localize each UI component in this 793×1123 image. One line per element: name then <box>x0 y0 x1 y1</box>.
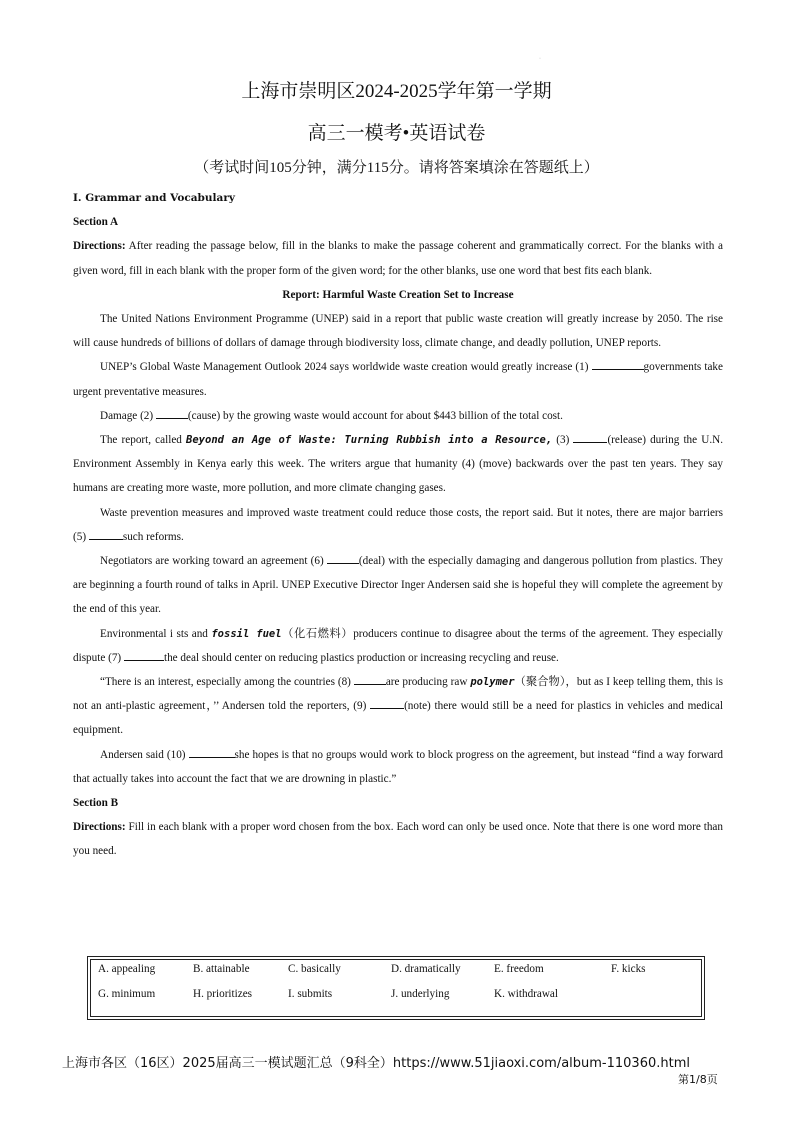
text: （化石燃料）producers continue to disagree about the terms of the agreement. They especially dispute (7) <box>73 627 723 664</box>
directions-label: Directions: <box>73 821 126 834</box>
directions-text: After reading the passage below, fill in the blanks to make the passage coherent and grammatically correct. For the blanks with a given word, fill in each blank with the proper form of the given word; for the other blanks, use one word that best fits each blank. <box>73 240 723 277</box>
text: “There is an interest, especially among the countries (8) <box>100 676 354 689</box>
word-option: F. kicks <box>611 963 646 975</box>
directions-label: Directions: <box>73 240 126 253</box>
text: are producing raw <box>385 676 471 689</box>
word-option: D. dramatically <box>391 963 461 975</box>
exam-instructions: （考试时间105分钟，满分115分。请将答案填涂在答题纸上） <box>194 160 599 176</box>
word-option: J. underlying <box>391 988 450 1000</box>
exam-subtitle: 高三一模考•英语试卷 <box>307 123 486 144</box>
blank-2[interactable] <box>156 407 188 419</box>
text: (3) <box>552 434 574 447</box>
word-option: I. submits <box>288 988 333 1000</box>
text: Environmental i sts and <box>100 627 212 640</box>
paragraph-2 <box>73 355 723 403</box>
blank-3[interactable] <box>573 431 607 443</box>
text: （聚合物），but as I keep telling them, this is not an anti-plastic agreement，’’ Andersen told the reporters, (9) <box>73 676 723 713</box>
paragraph-4 <box>73 428 723 501</box>
text: (note) there would still be a need for plastics in vehicles and medical equipment. <box>73 700 723 737</box>
text: such reforms. <box>122 530 184 543</box>
term-polymer: polymer <box>470 676 515 689</box>
paragraph-1: The United Nations Environment Programme (UNEP) said in a report that public waste creation will greatly increase by 2050. The rise will cause hundreds of billions of dollars of damage through biodiversity loss, climate change, and deadly pollution, UNEP reports. <box>73 313 723 350</box>
section-b-heading: Section B <box>73 797 119 810</box>
mark-dot: · <box>539 56 541 62</box>
blank-9[interactable] <box>370 697 404 709</box>
text: the deal should center on reducing plastics production or increasing recycling and reuse. <box>163 651 559 664</box>
directions-text: Fill in each blank with a proper word chosen from the box. Each word can only be used once. Note that there is one word more than you need. <box>73 821 723 858</box>
exam-title: 上海市崇明区2024-2025学年第一学期 <box>241 81 552 102</box>
page-number: 第1/8页 <box>678 1073 718 1086</box>
text: UNEP’s Global Waste Management Outlook 2024 says worldwide waste creation would greatly increase (1) <box>100 361 592 374</box>
word-box <box>90 959 702 1017</box>
text: governments take urgent preventative measures. <box>73 361 723 398</box>
paragraph-9 <box>73 743 723 791</box>
text: Waste prevention measures and improved waste treatment could reduce those costs, the report said. But it notes, there are major barriers (5) <box>73 506 723 543</box>
blank-5[interactable] <box>89 528 123 540</box>
directions-a <box>73 234 723 282</box>
section-a-heading: Section A <box>73 216 119 229</box>
text: (release) during the U.N. Environment Assembly in Kenya early this week. The writers argue that humanity (4) (move) backwards over the past ten years. They say humans are creating more waste, more pollution, and more climate changing gases. <box>73 434 723 495</box>
blank-10[interactable] <box>189 746 235 758</box>
paragraph-5 <box>73 501 723 549</box>
directions-b <box>73 815 723 863</box>
blank-7[interactable] <box>124 649 164 661</box>
text: Negotiators are working toward an agreement (6) <box>100 555 327 568</box>
blank-8[interactable] <box>354 673 386 685</box>
blank-6[interactable] <box>327 552 359 564</box>
blank-1[interactable] <box>592 358 644 370</box>
word-option: K. withdrawal <box>494 988 559 1000</box>
text: (cause) by the growing waste would account for about $443 billion of the total cost. <box>187 409 563 422</box>
word-option: B. attainable <box>193 963 250 975</box>
word-option: H. prioritizes <box>193 988 253 1000</box>
word-option: C. basically <box>288 963 341 975</box>
paragraph-3 <box>73 404 723 428</box>
term-fossil-fuel: fossil fuel <box>211 627 282 640</box>
paragraph-6 <box>73 549 723 622</box>
word-option: E. freedom <box>494 963 544 975</box>
text: (deal) with the especially damaging and dangerous pollution from plastics. They are beginning a fourth round of talks in April. UNEP Executive Director Inger Andersen said she is hopeful they will complete the agreement by the end of this year. <box>73 555 723 616</box>
text: Andersen said (10) <box>100 748 189 761</box>
word-option: G. minimum <box>98 988 156 1000</box>
passage-title: Report: Harmful Waste Creation Set to Increase <box>282 288 514 301</box>
text: The report, called <box>100 434 187 447</box>
exam-content <box>73 186 723 864</box>
part-heading: I. Grammar and Vocabulary <box>73 192 235 204</box>
text: Damage (2) <box>100 409 156 422</box>
report-title: Beyond an Age of Waste: Turning Rubbish into a Resource, <box>186 434 553 447</box>
footer-link[interactable]: 上海市各区（16区）2025届高三一模试题汇总（9科全）https://www.51jiaoxi.com/album-110360.html <box>62 1056 690 1071</box>
word-option: A. appealing <box>98 963 156 975</box>
paragraph-8 <box>73 670 723 743</box>
text: she hopes is that no groups would work to block progress on the agreement, but instead “find a way forward that actually takes into account the fact that we are drowning in plastic.” <box>73 748 724 785</box>
paragraph-7 <box>73 622 723 670</box>
